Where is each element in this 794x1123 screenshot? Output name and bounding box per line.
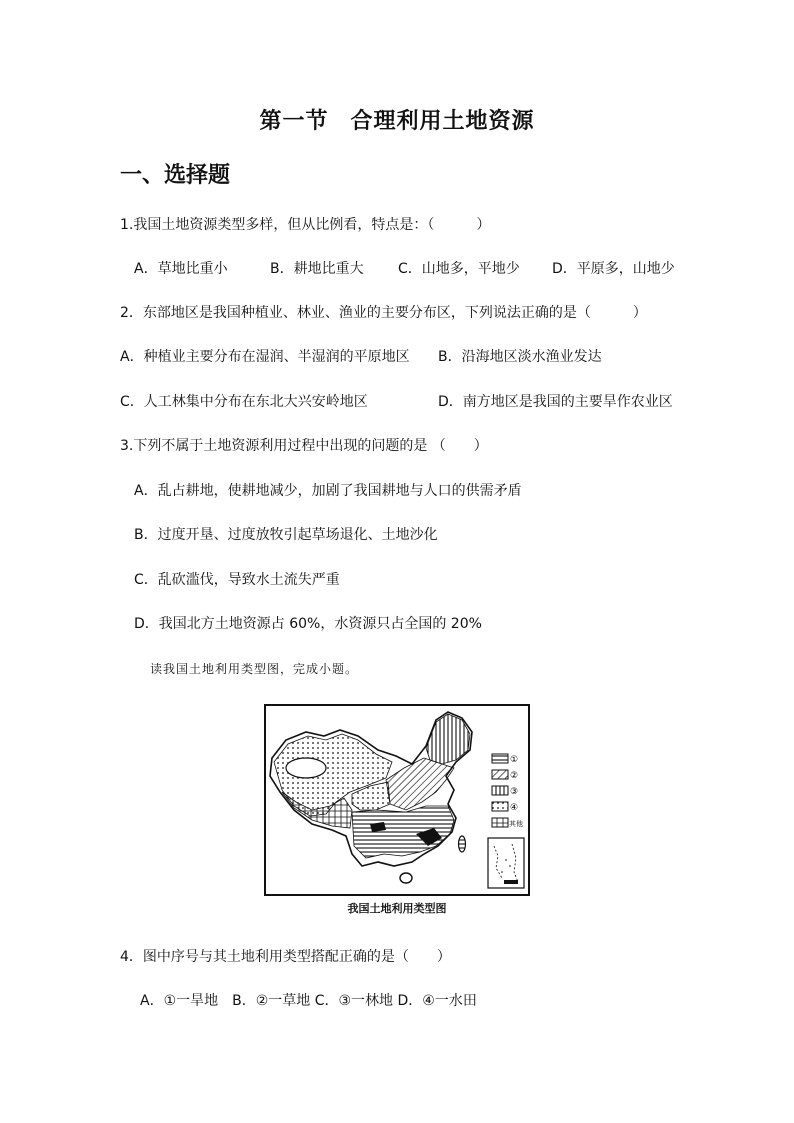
question-3-option-a: A．乱占耕地，使耕地减少，加剧了我国耕地与人口的供需矛盾 bbox=[134, 483, 522, 499]
question-3-option-b: B．过度开垦、过度放牧引起草场退化、土地沙化 bbox=[134, 527, 438, 543]
legend-swatch-4 bbox=[492, 802, 508, 811]
hainan-island bbox=[400, 873, 412, 883]
legend-label-3: ③ bbox=[510, 787, 519, 797]
question-1-option-d: D．平原多，山地少 bbox=[552, 261, 675, 277]
question-3-option-d: D．我国北方土地资源占 60%，水资源只占全国的 20% bbox=[134, 616, 482, 632]
legend-swatch-3 bbox=[492, 786, 508, 795]
legend-label-4: ④ bbox=[510, 803, 519, 813]
legend-label-2: ② bbox=[510, 771, 519, 781]
question-1-option-a: A．草地比重小 bbox=[134, 261, 228, 277]
question-3-stem: 3.下列不属于土地资源利用过程中出现的问题的是 （ ） bbox=[120, 438, 488, 454]
map-caption: 我国土地利用类型图 bbox=[347, 902, 447, 915]
title-text: 合理利用土地资源 bbox=[350, 108, 535, 134]
land-use-map bbox=[264, 704, 530, 896]
question-2-stem: 2．东部地区是我国种植业、林业、渔业的主要分布区，下列说法正确的是（ ） bbox=[120, 305, 647, 321]
basin-blank bbox=[286, 758, 326, 778]
question-4-options: A．①一旱地 B．②一草地 C．③一林地 D．④一水田 bbox=[140, 993, 477, 1009]
taiwan-island bbox=[459, 836, 466, 852]
map-legend bbox=[492, 754, 523, 828]
legend-label-1: ① bbox=[510, 755, 519, 765]
question-2-option-d: D．南方地区是我国的主要旱作农业区 bbox=[438, 394, 673, 410]
section-heading: 一、选择题 bbox=[120, 163, 231, 188]
question-2-option-c: C．人工林集中分布在东北大兴安岭地区 bbox=[120, 394, 368, 410]
legend-swatch-1 bbox=[492, 754, 508, 763]
question-2-option-a: A．种植业主要分布在湿润、半湿润的平原地区 bbox=[120, 349, 410, 365]
question-3-option-c: C．乱砍滥伐，导致水土流失严重 bbox=[134, 572, 340, 588]
reading-instruction: 读我国土地利用类型图，完成小题。 bbox=[150, 662, 359, 676]
legend-label-other: 其他 bbox=[509, 820, 523, 828]
legend-swatch-other bbox=[492, 818, 508, 827]
south-sea-inset bbox=[488, 838, 524, 888]
question-1-stem: 1.我国土地资源类型多样，但从比例看，特点是：（ ） bbox=[120, 217, 491, 233]
question-2-option-b: B．沿海地区淡水渔业发达 bbox=[438, 349, 602, 365]
region-south bbox=[352, 806, 454, 858]
legend-swatch-2 bbox=[492, 770, 508, 779]
title-section-number: 第一节 bbox=[259, 108, 329, 134]
land-use-map-drawing bbox=[266, 706, 528, 894]
question-1-option-b: B．耕地比重大 bbox=[270, 261, 364, 277]
page-title bbox=[0, 104, 794, 135]
question-1-option-c: C．山地多，平地少 bbox=[398, 261, 520, 277]
question-4-stem: 4．图中序号与其土地利用类型搭配正确的是（ ） bbox=[120, 949, 451, 965]
